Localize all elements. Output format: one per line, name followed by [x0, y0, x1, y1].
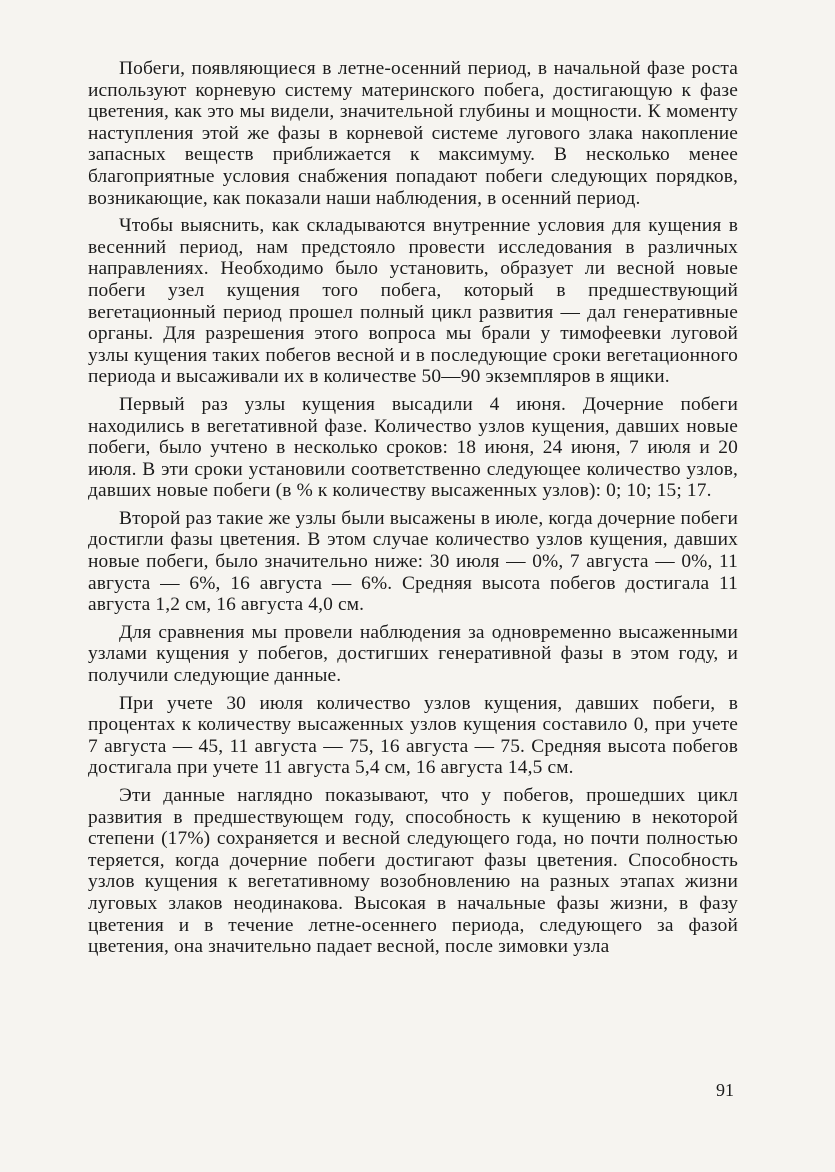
paragraph-7: Эти данные наглядно показывают, что у побегов, прошедших цикл развития в предшествующем году, способность к кущению в некоторой степени (17%) сохраняется и весной следующего года, но почти полностью теряется, когда дочерние побеги достигают фазы цветения. Способность узлов кущения к вегетативному возобновлению на разных этапах жизни луговых злаков неодинакова. Высокая в начальные фазы жизни, в фазу цветения и в течение летне-осеннего периода, следующего за фазой цветения, она значительно падает весной, после зимовки узла [88, 785, 738, 958]
body-text [88, 58, 738, 958]
paragraph-1: Побеги, появляющиеся в летне-осенний период, в начальной фазе роста используют корневую систему материнского побега, достигающую к фазе цветения, как это мы видели, значительной глубины и мощности. К моменту наступления этой же фазы в корневой системе лугового злака накопление запасных веществ приближается к максимуму. В несколько менее благоприятные условия снабжения попадают побеги следующих порядков, возникающие, как показали наши наблюдения, в осенний период. [88, 58, 738, 209]
paragraph-5: Для сравнения мы провели наблюдения за одновременно высаженными узлами кущения у побегов, достигших генеративной фазы в этом году, и получили следующие данные. [88, 621, 738, 687]
paragraph-3: Первый раз узлы кущения высадили 4 июня. Дочерние побеги находились в вегетативной фазе. Количество узлов кущения, давших новые побеги, было учтено в несколько сроков: 18 июня, 24 июня, 7 июля и 20 июля. В эти сроки установили соответственно следующее количество узлов, давших новые побеги (в % к количеству высаженных узлов): 0; 10; 15; 17. [88, 393, 738, 502]
page-number: 91 [716, 1080, 734, 1100]
paragraph-2: Чтобы выяснить, как складываются внутренние условия для кущения в весенний период, нам предстояло провести исследования в различных направлениях. Необходимо было установить, образует ли весной новые побеги узел кущения того побега, который в предшествующий вегетационный период прошел полный цикл развития — дал генеративные органы. Для разрешения этого вопроса мы брали у тимофеевки луговой узлы кущения таких побегов весной и в последующие сроки вегетационного периода и высаживали их в количестве 50—90 экземпляров в ящики. [88, 215, 738, 388]
paragraph-4: Второй раз такие же узлы были высажены в июле, когда дочерние побеги достигли фазы цветения. В этом случае количество узлов кущения, давших новые побеги, было значительно ниже: 30 июля — 0%, 7 августа — 0%, 11 августа — 6%, 16 августа — 6%. Средняя высота побегов достигала 11 августа 1,2 см, 16 августа 4,0 см. [88, 507, 738, 616]
paragraph-6: При учете 30 июля количество узлов кущения, давших побеги, в процентах к количеству высаженных узлов кущения составило 0, при учете 7 августа — 45, 11 августа — 75, 16 августа — 75. Средняя высота побегов достигала при учете 11 августа 5,4 см, 16 августа 14,5 см. [88, 692, 738, 779]
